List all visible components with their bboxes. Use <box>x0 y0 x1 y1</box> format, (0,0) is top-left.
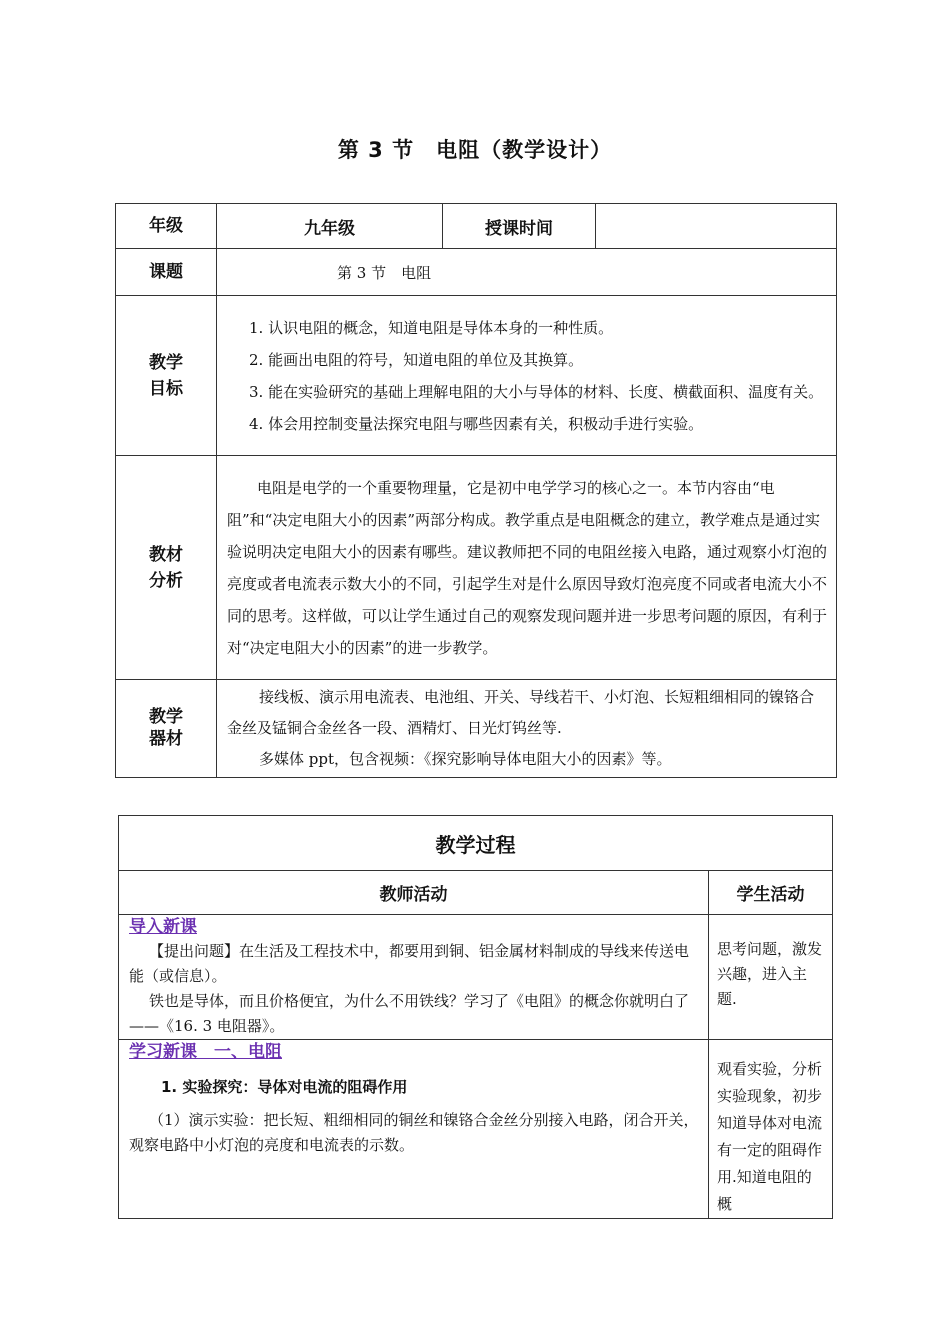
experiment-item: 1. 实验探究：导体对电流的阻碍作用 <box>161 1078 408 1096</box>
student-activity-cell <box>709 1040 833 1219</box>
process-header: 教学过程 <box>119 816 833 871</box>
equipment-paragraph: 接线板、演示用电流表、电池组、开关、导线若干、小灯泡、长短粗细相同的镍铬合金丝及锰铜合金丝各一段、酒精灯、日光灯钨丝等. <box>227 688 815 737</box>
goal-item: 2. 能画出电阻的符号，知道电阻的单位及其换算。 <box>249 350 584 369</box>
student-activity-text: 观看实验，分析实验现象，初步知道导体对电流有一定的阻碍作用.知道电阻的概 <box>717 1060 823 1213</box>
time-value <box>596 204 837 249</box>
grade-row <box>116 204 837 249</box>
teacher-activity-cell <box>119 1040 709 1219</box>
goal-item: 3. 能在实验研究的基础上理解电阻的大小与导体的材料、长度、横截面积、温度有关。 <box>249 382 824 401</box>
analysis-content <box>217 456 837 680</box>
student-activity-cell <box>709 915 833 1040</box>
lesson-info-table <box>115 203 837 778</box>
process-row <box>119 1040 833 1219</box>
goal-item: 1. 认识电阻的概念，知道电阻是导体本身的一种性质。 <box>249 318 614 337</box>
grade-value: 九年级 <box>217 204 443 249</box>
equipment-row <box>116 680 837 778</box>
student-activity-text: 思考问题，激发兴趣，进入主题. <box>717 940 823 1008</box>
equipment-paragraph: 多媒体 ppt，包含视频：《探究影响导体电阻大小的因素》等。 <box>259 750 672 768</box>
page-title: 第 3 节 电阻（教学设计） <box>337 138 613 162</box>
teacher-activity-cell <box>119 915 709 1040</box>
equipment-label: 教学器材 <box>116 680 217 778</box>
activity-header-row <box>119 871 833 915</box>
goals-label: 教学目标 <box>116 296 217 456</box>
time-label: 授课时间 <box>443 204 596 249</box>
analysis-label: 教材分析 <box>116 456 217 680</box>
goal-item: 4. 体会用控制变量法探究电阻与哪些因素有关，积极动手进行实验。 <box>249 414 704 433</box>
section-heading: 导入新课 <box>129 917 197 937</box>
topic-value: 第 3 节 电阻 <box>217 249 837 296</box>
analysis-paragraph: 电阻是电学的一个重要物理量，它是初中电学学习的核心之一。本节内容由“电阻”和“决定电阻大小的因素”两部分构成。教学重点是电阻概念的建立，教学难点是通过实验说明决定电阻大小的因素有哪些。建议教师把不同的电阻丝接入电路，通过观察小灯泡的亮度或者电流表示数大小的不同，引起学生对是什么原因导致灯泡亮度不同或者电流大小不同的思考。这样做，可以让学生通过自己的观察发现问题并进一步思考问题的原因，有利于对“决定电阻大小的因素”的进一步教学。 <box>227 478 828 657</box>
teaching-process-table <box>118 815 833 1219</box>
process-row <box>119 915 833 1040</box>
process-header-row <box>119 816 833 871</box>
equipment-content <box>217 680 837 778</box>
section-heading: 学习新课 一、电阻 <box>129 1042 282 1062</box>
student-activity-header: 学生活动 <box>709 871 833 915</box>
teacher-activity-header: 教师活动 <box>119 871 709 915</box>
goals-row <box>116 296 837 456</box>
grade-label: 年级 <box>116 204 217 249</box>
teacher-paragraph: 铁也是导体，而且价格便宜，为什么不用铁线？学习了《电阻》的概念你就明白了——《16. 3 电阻器》。 <box>129 992 690 1035</box>
topic-row <box>116 249 837 296</box>
goals-content <box>217 296 837 456</box>
teacher-paragraph: （1）演示实验：把长短、粗细相同的铜丝和镍铬合金丝分别接入电路，闭合开关，观察电路中小灯泡的亮度和电流表的示数。 <box>129 1111 699 1154</box>
topic-label: 课题 <box>116 249 217 296</box>
teacher-paragraph: 【提出问题】在生活及工程技术中，都要用到铜、铝金属材料制成的导线来传送电能（或信息）。 <box>129 942 690 985</box>
analysis-row <box>116 456 837 680</box>
